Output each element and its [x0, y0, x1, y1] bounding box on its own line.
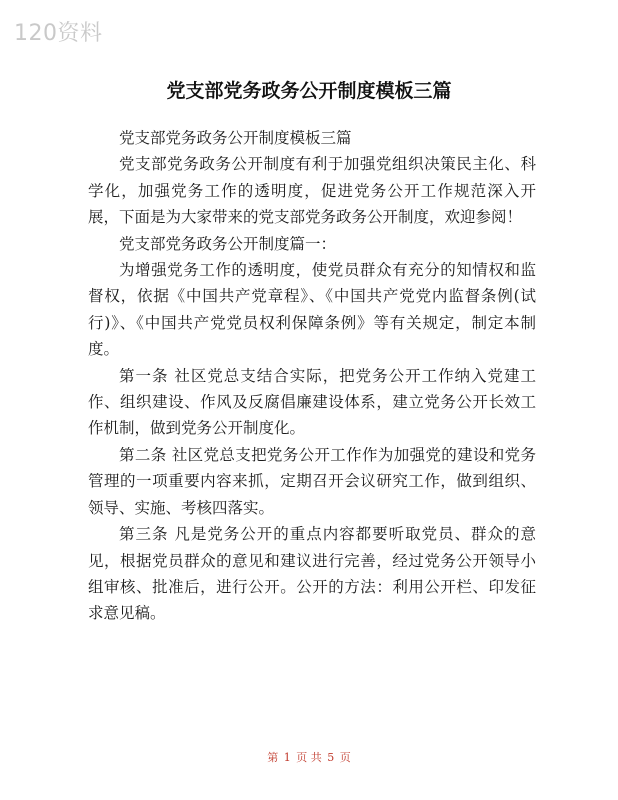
page-number: 1 — [283, 751, 291, 764]
paragraph-article-3: 第三条 凡是党务公开的重点内容都要听取党员、群众的意见，根据党员群众的意见和建议进行完善，经过党务公开领导小组审核、批准后，进行公开。公开的方法：利用公开栏、印发征求意见稿。 — [88, 525, 536, 623]
paragraph-heading: 党支部党务政务公开制度模板三篇 — [119, 129, 352, 147]
paragraph-preamble: 为增强党务工作的透明度，使党员群众有充分的知情权和监督权，依据《中国共产党章程》、《中国共产党党内监督条例(试行)》、《中国共产党党员权利保障条例》等有关规定，制定本制度。 — [88, 261, 536, 359]
page-suffix: 页 — [339, 751, 351, 764]
paragraph-article-1: 第一条 社区党总支结合实际，把党务公开工作纳入党建工作、组织建设、作风及反腐倡廉建设体系，建立党务公开长效工作机制，做到党务公开制度化。 — [88, 366, 536, 438]
document-body — [88, 125, 536, 627]
paragraph-section-title: 党支部党务政务公开制度篇一： — [119, 234, 337, 253]
document-title: 党支部党务政务公开制度模板三篇 — [166, 80, 452, 102]
page-middle: 页 共 — [296, 751, 322, 764]
paragraph-article-2: 第二条 社区党总支把党务公开工作作为加强党的建设和党务管理的一项重要内容来抓，定期召开会议研究工作，做到组织、领导、实施、考核四落实。 — [88, 445, 536, 517]
page-prefix: 第 — [267, 751, 279, 764]
paragraph-intro: 党支部党务政务公开制度有利于加强党组织决策民主化、科学化，加强党务工作的透明度，促进党务公开工作规范深入开展，下面是为大家带来的党支部党务政务公开制度，欢迎参阅！ — [88, 155, 536, 227]
watermark-logo: 120资料 — [14, 21, 103, 46]
page-footer — [0, 749, 618, 765]
page-total: 5 — [327, 751, 335, 764]
